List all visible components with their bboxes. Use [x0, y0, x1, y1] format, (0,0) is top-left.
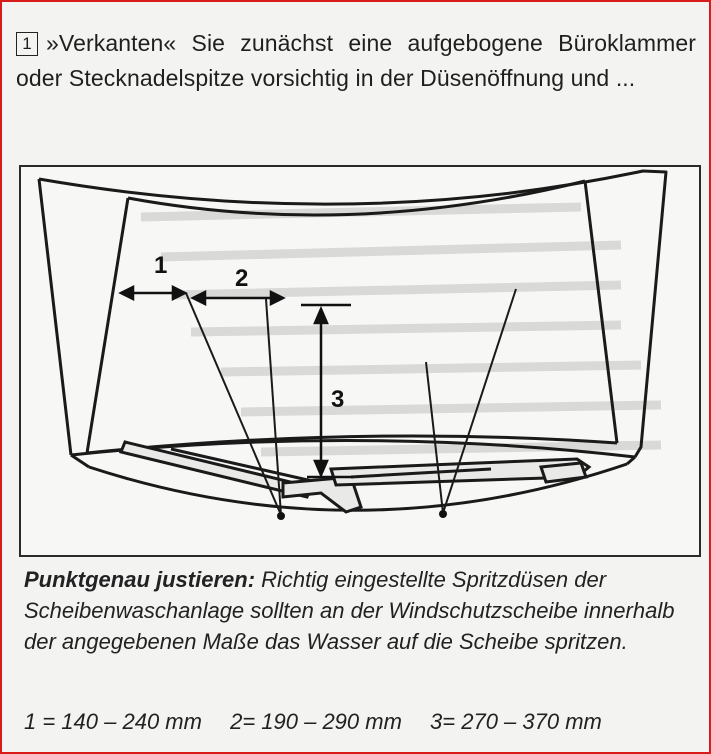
- step-number-box: 1: [16, 32, 38, 56]
- dimension-label-1: 1: [154, 252, 168, 279]
- measurement-1: 1 = 140 – 240 mm: [24, 709, 202, 734]
- dimension-1: [121, 287, 185, 299]
- instruction-paragraph: [16, 26, 696, 96]
- windshield-diagram: [19, 165, 701, 557]
- caption-body: Richtig eingestellte Spritzdüsen der Scheibenwaschanlage sollten an der Windschutzscheibe innerhalb der angegebenen Maße das Wasser auf die Scheibe spritzen.: [24, 567, 675, 654]
- windshield-illustration: [21, 167, 699, 555]
- background-bleed: [141, 207, 661, 452]
- measurement-2: 2= 190 – 290 mm: [230, 709, 402, 734]
- measurement-line: [24, 707, 700, 737]
- instruction-text: »Verkanten« Sie zunächst eine aufgebogene Büroklammer oder Stecknadelspitze vorsichtig in der Düsenöffnung und ...: [16, 30, 696, 91]
- dimension-label-2: 2: [235, 265, 249, 292]
- right-nozzle: [439, 510, 447, 518]
- dimension-label-3: 3: [331, 386, 345, 413]
- left-nozzle: [277, 512, 285, 520]
- measurement-3: 3= 270 – 370 mm: [430, 709, 602, 734]
- caption-heading: Punktgenau justieren:: [24, 567, 256, 592]
- figure-caption: [24, 564, 700, 657]
